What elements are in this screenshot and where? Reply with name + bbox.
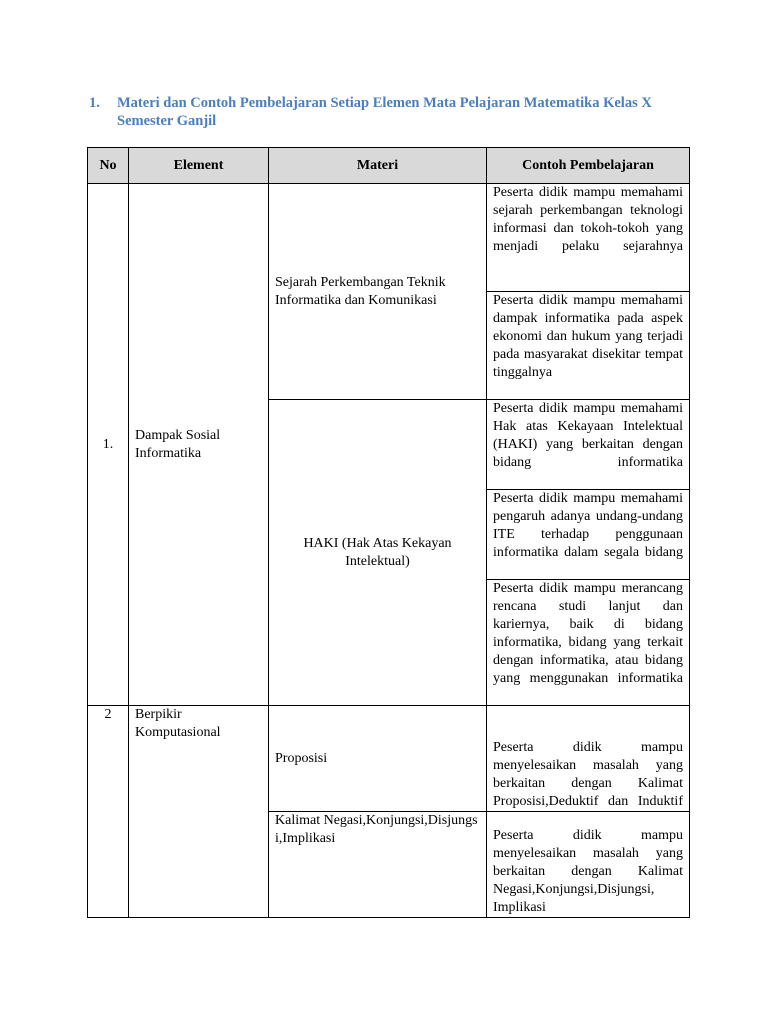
table-row — [88, 184, 690, 292]
row2-materi-kalimat: Kalimat Negasi,Konjungsi,Disjungsi,Implikasi — [269, 812, 487, 918]
row1-contoh-4: Peserta didik mampu memahami pengaruh adanya undang-undang ITE terhadap penggunaan informatika dalam segala bidang — [487, 490, 690, 580]
row1-contoh-3: Peserta didik mampu memahami Hak atas Kekayaan Intelektual (HAKI) yang berkaitan dengan bidang informatika — [487, 400, 690, 490]
header-materi: Materi — [269, 148, 487, 184]
row2-materi-proposisi: Proposisi — [269, 706, 487, 812]
heading-number: 1. — [89, 95, 100, 111]
row1-materi-sejarah: Sejarah Perkembangan Teknik Informatika dan Komunikasi — [269, 184, 487, 400]
header-element: Element — [129, 148, 269, 184]
row1-materi-haki: HAKI (Hak Atas Kekayan Intelektual) — [269, 400, 487, 706]
header-contoh: Contoh Pembelajaran — [487, 148, 690, 184]
table-row — [88, 706, 690, 812]
row1-no: 1. — [88, 184, 129, 706]
row1-contoh-5: Peserta didik mampu merancang rencana studi lanjut dan kariernya, baik di bidang informatika, bidang yang terkait dengan informatika, atau bidang yang menggunakan informatika — [487, 580, 690, 706]
row1-element: Dampak Sosial Informatika — [129, 184, 269, 706]
row2-contoh-2: Peserta didik mampu menyelesaikan masalah yang berkaitan dengan Kalimat Negasi,Konjungsi,Disjungsi, Implikasi — [487, 812, 690, 918]
materi-table — [87, 147, 690, 918]
table-header-row — [88, 148, 690, 184]
row2-element: Berpikir Komputasional — [129, 706, 269, 918]
row1-contoh-1: Peserta didik mampu memahami sejarah perkembangan teknologi informasi dan tokoh-tokoh yang menjadi pelaku sejarahnya — [487, 184, 690, 292]
row2-no: 2 — [88, 706, 129, 918]
row2-contoh-1: Peserta didik mampu menyelesaikan masalah yang berkaitan dengan Kalimat Proposisi,Deduktif dan Induktif — [487, 706, 690, 812]
heading-title: Materi dan Contoh Pembelajaran Setiap Elemen Mata Pelajaran Matematika Kelas X Semester Ganjil — [117, 95, 652, 129]
header-no: No — [88, 148, 129, 184]
row1-contoh-2: Peserta didik mampu memahami dampak informatika pada aspek ekonomi dan hukum yang terjadi pada masyarakat disekitar tempat tinggalnya — [487, 292, 690, 400]
